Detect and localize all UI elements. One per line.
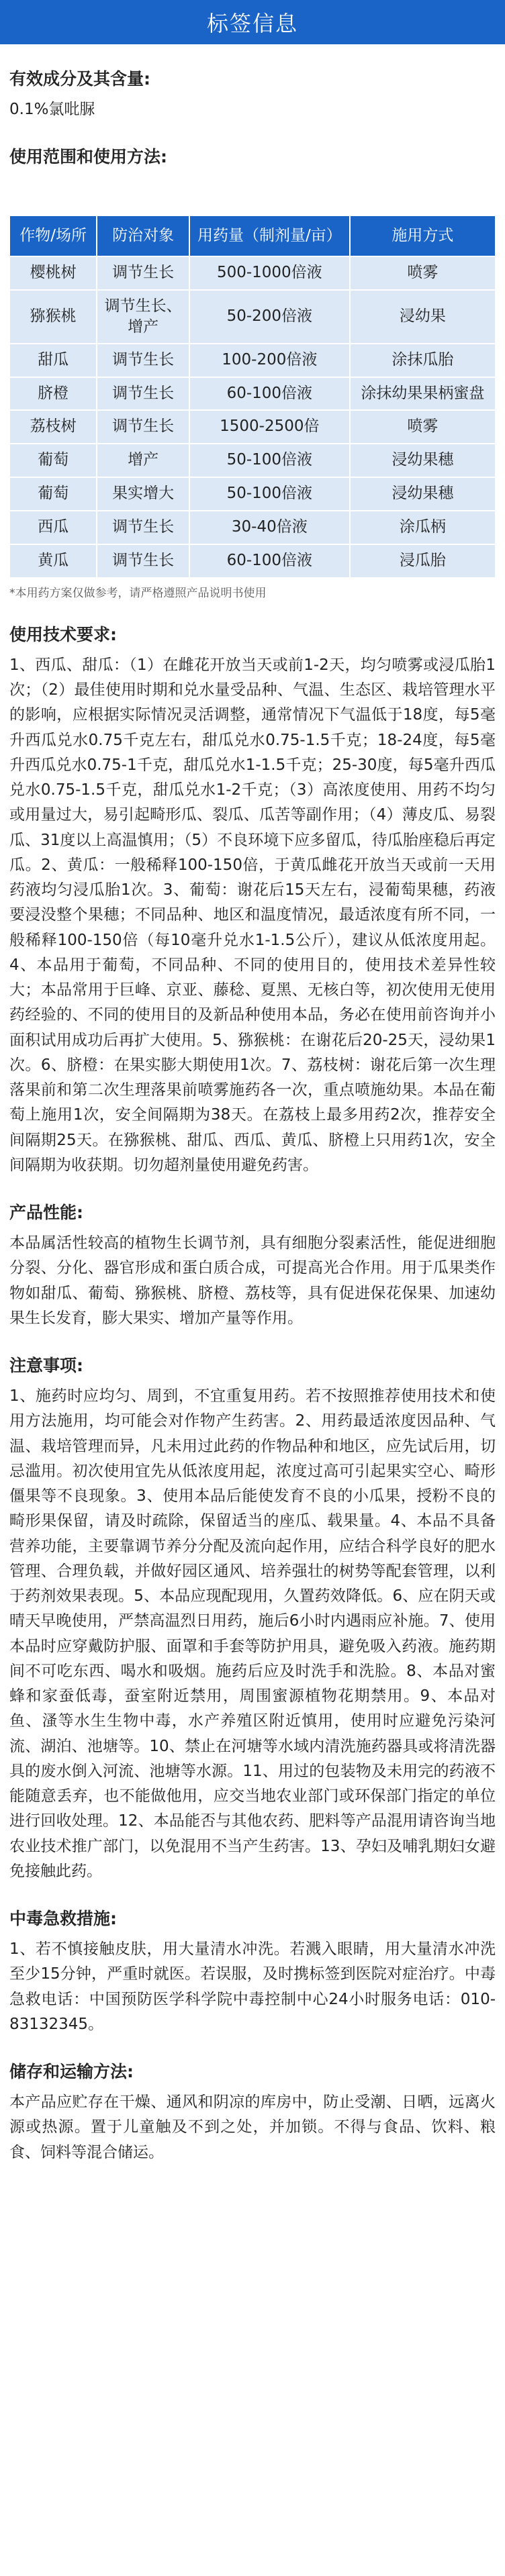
- table-row: [9, 344, 496, 377]
- table-cell: 涂瓜柄: [350, 511, 496, 544]
- column-method: 施用方式: [350, 215, 496, 256]
- table-cell: 喷雾: [350, 256, 496, 290]
- table-row: [9, 544, 496, 578]
- table-cell: 调节生长: [97, 377, 189, 410]
- table-cell: 调节生长: [97, 511, 189, 544]
- page-title: 标签信息: [206, 11, 298, 36]
- storage-text: 本产品应贮存在干燥、通风和阴凉的库房中，防止受潮、日晒，远离火源或热源。置于儿童触及不到之处，并加锁。不得与食品、饮料、粮食、饲料等混合储运。: [9, 2093, 496, 2161]
- table-row: [9, 444, 496, 477]
- cautions-heading: 注意事项:: [9, 1356, 83, 1376]
- table-cell: 调节生长: [97, 410, 189, 444]
- ingredient-heading: 有效成分及其含量:: [9, 69, 150, 89]
- cautions-text: 1、施药时应均匀、周到，不宜重复用药。若不按照推荐使用技术和使用方法施用，均可能会对作物产生药害。2、用药最适浓度因品种、气温、栽培管理而异，凡未用过此药的作物品种和地区，应先试后用，切忌滥用。初次使用宜先从低浓度用起，浓度过高可引起果实空心、畸形僵果等不良现象。3、使用本品后能使发育不良的小瓜果，授粉不良的畸形果保留，请及时疏除，保留适当的座瓜、载果量。4、本品不具备营养功能，主要靠调节养分分配及流向起作用，应结合科学良好的肥水管理、合理负载，并做好园区通风、培养强壮的树势等配套管理，以利于药剂效果表现。5、本品应现配现用，久置药效降低。6、应在阴天或晴天早晚使用，严禁高温烈日用药，施后6小时内遇雨应补施。7、使用本品时应穿戴防护服、面罩和手套等防护用具，避免吸入药液。施药期间不可吃东西、喝水和吸烟。施药后应及时洗手和洗脸。8、本品对蜜蜂和家蚕低毒，蚕室附近禁用，周围蜜源植物花期禁用。9、本品对鱼、溞等水生生物中毒，水产养殖区附近慎用，使用时应避免污染河流、湖泊、池塘等。10、禁止在河塘等水域内清洗施药器具或将清洗器具的废水倒入河流、池塘等水源。11、用过的包装物及未用完的药液不能随意丢弃，也不能做他用，应交当地农业部门或环保部门指定的单位进行回收处理。12、本品能否与其他农药、肥料等产品混用请咨询当地农业技术推广部门，以免混用不当产生药害。13、孕妇及哺乳期妇女避免接触此药。: [9, 1387, 496, 1880]
- technical-heading: 使用技术要求:: [9, 624, 117, 644]
- table-cell: 喷雾: [350, 410, 496, 444]
- table-cell: 浸幼果: [350, 290, 496, 344]
- table-cell: 果实增大: [97, 477, 189, 511]
- usage-table: [9, 215, 496, 578]
- table-row: [9, 256, 496, 290]
- table-cell: 调节生长、增产: [97, 290, 189, 344]
- table-cell: 猕猴桃: [9, 290, 97, 344]
- table-cell: 500-1000倍液: [189, 256, 350, 290]
- first-aid-heading: 中毒急救措施:: [9, 1909, 117, 1929]
- column-dosage: 用药量（制剂量/亩）: [189, 215, 350, 256]
- table-row: [9, 290, 496, 344]
- table-cell: 100-200倍液: [189, 344, 350, 377]
- table-row: [9, 410, 496, 444]
- table-cell: 1500-2500倍: [189, 410, 350, 444]
- first-aid-text: 1、若不慎接触皮肤，用大量清水冲洗。若溅入眼睛，用大量清水冲洗至少15分钟，严重时就医。若误服，及时携标签到医院对症治疗。中毒急救电话：中国预防医学科学院中毒控制中心24小时服务电话：010-83132345。: [9, 1940, 496, 2033]
- header-bar: [0, 0, 505, 44]
- table-cell: 浸幼果穗: [350, 477, 496, 511]
- table-row: [9, 511, 496, 544]
- table-cell: 西瓜: [9, 511, 97, 544]
- table-cell: 葡萄: [9, 477, 97, 511]
- table-cell: 50-100倍液: [189, 477, 350, 511]
- label-content: [0, 44, 505, 2165]
- table-cell: 荔枝树: [9, 410, 97, 444]
- table-cell: 50-100倍液: [189, 444, 350, 477]
- table-cell: 调节生长: [97, 256, 189, 290]
- table-cell: 30-40倍液: [189, 511, 350, 544]
- storage-heading: 储存和运输方法:: [9, 2062, 134, 2082]
- table-row: [9, 477, 496, 511]
- table-cell: 葡萄: [9, 444, 97, 477]
- ingredient-value: 0.1%氯吡脲: [9, 101, 95, 118]
- performance-heading: 产品性能:: [9, 1203, 83, 1223]
- table-cell: 脐橙: [9, 377, 97, 410]
- table-cell: 浸幼果穗: [350, 444, 496, 477]
- usage-table-header: [9, 215, 496, 256]
- table-cell: 50-200倍液: [189, 290, 350, 344]
- performance-text: 本品属活性较高的植物生长调节剂，具有细胞分裂素活性，能促进细胞分裂、分化、器官形成和蛋白质合成，可提高光合作用。用于瓜果类作物如甜瓜、葡萄、猕猴桃、脐橙、荔枝等，具有促进保花保果、加速幼果生长发育，膨大果实、增加产量等作用。: [9, 1234, 496, 1327]
- column-target: 防治对象: [97, 215, 189, 256]
- table-cell: 涂抹瓜胎: [350, 344, 496, 377]
- table-cell: 浸瓜胎: [350, 544, 496, 578]
- technical-text: 1、西瓜、甜瓜：（1）在雌花开放当天或前1-2天，均匀喷雾或浸瓜胎1次；（2）最佳使用时期和兑水量受品种、气温、生态区、栽培管理水平的影响，应根据实际情况灵活调整，通常情况下气温低于18度，每5毫升西瓜兑水0.75千克左右，甜瓜兑水0.75-1.5千克；18-24度，每5毫升西瓜兑水0.75-1千克，甜瓜兑水1-1.5千克；25-30度，每5毫升西瓜兑水0.75-1.5千克，甜瓜兑水1-2千克；（3）高浓度使用、用药不均匀或用量过大，易引起畸形瓜、裂瓜、瓜苦等副作用；（4）薄皮瓜、易裂瓜、31度以上高温慎用；（5）不良环境下应多留瓜，待瓜胎座稳后再定瓜。2、黄瓜：一般稀释100-150倍，于黄瓜雌花开放当天或前一天用药液均匀浸瓜胎1次。3、葡萄：谢花后15天左右，浸葡萄果穗，药液要浸没整个果穗；不同品种、地区和温度情况，最适浓度有所不同，一般稀释100-150倍（每10毫升兑水1-1.5公斤），建议从低浓度用起。4、本品用于葡萄，不同品种、不同的使用目的，使用技术差异性较大；本品常用于巨峰、京亚、藤稔、夏黑、无核白等，初次使用无使用药经验的、不同的使用目的及新品种使用本品，务必在使用前咨询并小面积试用成功后再扩大使用。5、猕猴桃：在谢花后20-25天，浸幼果1次。6、脐橙：在果实膨大期使用1次。7、荔枝树：谢花后第一次生理落果前和第二次生理落果前喷雾施药各一次，重点喷施幼果。本品在葡萄上施用1次，安全间隔期为38天。在荔枝上最多用药2次，推荐安全间隔期25天。在猕猴桃、甜瓜、西瓜、黄瓜、脐橙上只用药1次，安全间隔期为收获期。切勿超剂量使用避免药害。: [9, 656, 496, 1174]
- table-cell: 60-100倍液: [189, 377, 350, 410]
- column-crop: 作物/场所: [9, 215, 97, 256]
- table-cell: 增产: [97, 444, 189, 477]
- table-cell: 60-100倍液: [189, 544, 350, 578]
- table-cell: 涂抹幼果果柄蜜盘: [350, 377, 496, 410]
- usage-heading: 使用范围和使用方法:: [9, 147, 167, 167]
- usage-note: *本用药方案仅做参考，请严格遵照产品说明书使用: [9, 586, 267, 600]
- table-cell: 调节生长: [97, 544, 189, 578]
- table-cell: 调节生长: [97, 344, 189, 377]
- table-cell: 樱桃树: [9, 256, 97, 290]
- table-cell: 黄瓜: [9, 544, 97, 578]
- table-row: [9, 377, 496, 410]
- table-cell: 甜瓜: [9, 344, 97, 377]
